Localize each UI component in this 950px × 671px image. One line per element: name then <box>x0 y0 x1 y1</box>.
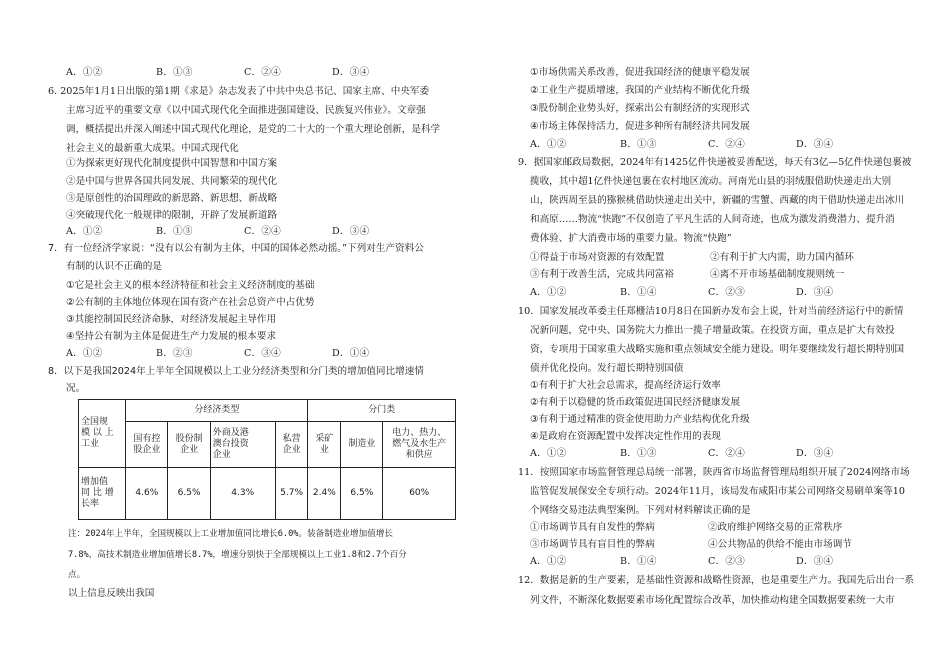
table-cell: 4.6% <box>126 468 168 520</box>
q6-option-c: C．②④ <box>244 226 281 237</box>
q6-stem-line: 6. 2025年1月1日出版的第1期《求是》杂志发表了中共中央总书记、国家主席、中央军委 <box>48 86 430 97</box>
q9-stem-line: 山，陕西周至县的猕猴桃借助快递走出关中，新疆的雪蟹、西藏的肉干借助快递走出冰川 <box>530 195 905 206</box>
q11-option-d: D．③④ <box>796 556 834 567</box>
q9-option-d: D．③④ <box>796 287 834 298</box>
q11-stem-line: 个网络交易违法典型案例。下列对材料解读正确的是 <box>530 505 751 516</box>
q6-item: ②是中国与世界各国共同发展、共同繁荣的现代化 <box>66 176 278 187</box>
table-note-line: 7.8%，高技术制造业增加值增长8.7%，增速分别快于全部规模以上工业1.8和2.7个百分 <box>68 550 407 560</box>
table-cell: 6.5% <box>341 468 383 520</box>
q11-stem-line: 监管促发展保安全专项行动。2024年11月，该局发布咸阳市某公司网络交易刷单案等10 <box>530 486 906 497</box>
q6-stem-line: 调，概括提出并深入阐述中国式现代化理论，是党的二十大的一个重大理论创新，是科学 <box>66 124 441 135</box>
table-cell: 60% <box>383 468 456 520</box>
q8-option-d: D．③④ <box>796 139 834 150</box>
table-cell: 6.5% <box>168 468 210 520</box>
q7-option-c: C．③④ <box>244 348 281 359</box>
table-column-header: 采矿 业 <box>308 422 341 468</box>
q11-option-c: C．②③ <box>708 556 745 567</box>
table-column-header: 电力、热力、 燃气及水生产 和供应 <box>383 422 456 468</box>
q5-option-c: C．②④ <box>244 67 281 78</box>
q10-stem-line: 债并优化投向。发行超长期特别国债 <box>530 363 684 374</box>
table-column-header: 外商及港 澳台投资 企业 <box>210 422 275 468</box>
q10-option-a: A．①② <box>530 448 567 459</box>
q10-item: ②有利于以稳健的货币政策促进国民经济健康发展 <box>530 397 741 408</box>
q10-option-b: B．①③ <box>620 448 657 459</box>
q11-option-b: B．①④ <box>620 556 657 567</box>
table-cell: 2.4% <box>308 468 341 520</box>
q7-item: ④坚持公有制为主体是促进生产力发展的根本要求 <box>66 331 277 342</box>
table-group-header: 分门类 <box>308 400 456 422</box>
table-column-header: 制造业 <box>341 422 383 468</box>
q11-option-a: A．①② <box>530 556 567 567</box>
q7-stem-line: 有制的认识不正确的是 <box>66 261 162 272</box>
q5-option-a: A．①② <box>66 67 103 78</box>
q11-item: ①市场调节具有自发性的弊病 <box>530 522 655 533</box>
q8-option-c: C．②④ <box>708 139 745 150</box>
q11-item: ②政府维护网络交易的正常秩序 <box>708 522 843 533</box>
q9-item: ②有利于扩大内需，助力国内循环 <box>710 252 854 263</box>
table-row-label: 增加值 同 比 增 长率 <box>79 468 126 520</box>
q8-stem-line: 8．以下是我国2024年上半年全国规模以上工业分经济类型和分门类的增加值同比增速情 <box>48 366 424 377</box>
table-cell: 5.7% <box>275 468 308 520</box>
q5-option-b: B．①③ <box>156 67 193 78</box>
q10-stem-line: 资，专项用于国家重大战略实施和重点领域安全能力建设。明年要继续发行超长期特别国 <box>530 344 905 355</box>
table-note-line: 注：2024年上半年，全国规模以上工业增加值同比增长6.0%。装备制造业增加值增长 <box>68 529 393 539</box>
table-cell: 4.3% <box>210 468 275 520</box>
q6-option-b: B．①③ <box>156 226 193 237</box>
q8-option-b: B．①③ <box>620 139 657 150</box>
q8-option-a: A．①② <box>530 139 567 150</box>
q11-item: ③市场调节具有盲目性的弊病 <box>530 539 655 550</box>
q9-option-a: A．①② <box>530 287 567 298</box>
q6-stem-line: 社会主义的最新重大成果。中国式现代化 <box>66 143 239 154</box>
q9-item: ④离不开市场基础制度规则统一 <box>710 269 845 280</box>
q9-item: ③有利于改善生活，完成共同富裕 <box>530 269 674 280</box>
q6-item: ④突破现代化一般规律的限制，开辟了发展新道路 <box>66 210 278 221</box>
q7-item: ②公有制的主体地位体现在国有资产在社会总资产中占优势 <box>66 297 315 308</box>
q9-option-b: B．①④ <box>620 287 657 298</box>
q10-option-c: C．②④ <box>708 448 745 459</box>
q11-stem-line: 11．按照国家市场监督管理总局统一部署，陕西省市场监督管理局组织开展了2024网络市场 <box>518 467 910 478</box>
q6-option-a: A．①② <box>66 226 103 237</box>
q8-stem-line: 况。 <box>66 383 86 394</box>
table-column-header: 私营 企业 <box>275 422 308 468</box>
q5-option-d: D．③④ <box>332 67 370 78</box>
q6-stem-line: 主席习近平的重要文章《以中国式现代化全面推进强国建设、民族复兴伟业》。文章强 <box>66 105 426 116</box>
q8-item: ①市场供需关系改善，促进我国经济的健康平稳发展 <box>530 67 750 78</box>
q7-option-a: A．①② <box>66 348 103 359</box>
table-note-line: 点。 <box>68 570 86 580</box>
q10-item: ③有利于通过精准的资金使用助力产业结构优化升级 <box>530 414 750 425</box>
q9-stem-line: 费体验、扩大消费市场的重要力量。物流“快跑” <box>530 233 732 244</box>
table-column-header: 股份制 企业 <box>168 422 210 468</box>
q12-stem-line: 12．数据是新的生产要素，是基础性资源和战略性资源，也是重要生产力。我国先后出台一系 <box>518 575 914 586</box>
q8-data-table <box>78 399 456 520</box>
q9-stem-line: 和高原……物流“快跑”不仅创造了平凡生活的人间奇迹，也成为激发消费潜力、提升消 <box>530 214 895 225</box>
table-column-header: 国有控 股企业 <box>126 422 168 468</box>
q10-stem-line: 况新问题，党中央、国务院大力推出一揽子增量政策。在投资方面，重点是扩大有效投 <box>530 325 895 336</box>
q7-item: ③其能控制国民经济命脉，对经济发展起主导作用 <box>66 314 277 325</box>
q7-stem-line: 7．有一位经济学家说：“没有以公有制为主体，中国的国体必然动摇。”下列对生产资料公 <box>48 243 424 254</box>
q7-item: ①它是社会主义的根本经济特征和社会主义经济制度的基础 <box>66 280 315 291</box>
table-group-header: 分经济类型 <box>126 400 308 422</box>
q11-item: ④公共物品的供给不能由市场调节 <box>708 539 852 550</box>
q10-stem-line: 10．国家发展改革委主任郑栅洁10月8日在国新办发布会上说，针对当前经济运行中的新情 <box>518 306 904 317</box>
q8-item: ②工业生产提质增速，我国的产业结构不断优化升级 <box>530 85 750 96</box>
q9-option-c: C．②③ <box>708 287 745 298</box>
table-corner-cell: 全国规 模 以 上 工业 <box>79 400 126 468</box>
q8-item: ③股份制企业势头好，探索出公有制经济的实现形式 <box>530 103 750 114</box>
q10-option-d: D．③④ <box>796 448 834 459</box>
q6-item: ①为探索更好现代化制度提供中国智慧和中国方案 <box>66 158 278 169</box>
q10-item: ④是政府在资源配置中发挥决定性作用的表现 <box>530 431 721 442</box>
q8-item: ④市场主体保持活力，促进多种所有制经济共同发展 <box>530 121 750 132</box>
q8-tail: 以上信息反映出我国 <box>68 588 155 599</box>
q6-item: ③是原创性的治国理政的新思路、新思想、新战略 <box>66 193 278 204</box>
q9-item: ①得益于市场对资源的有效配置 <box>530 252 665 263</box>
q9-stem-line: 9．据国家邮政局数据，2024年有1425亿件快递被妥善配送，每天有3亿—5亿件快递包裹被 <box>518 157 912 168</box>
q12-stem-line: 列文件，不断深化数据要素市场化配置综合改革，加快推动构建全国数据要素统一大市 <box>530 595 895 606</box>
q6-option-d: D．③④ <box>332 226 370 237</box>
q7-option-d: D．①④ <box>332 348 370 359</box>
q10-item: ①有利于扩大社会总需求，提高经济运行效率 <box>530 380 721 391</box>
q7-option-b: B．②③ <box>156 348 193 359</box>
q9-stem-line: 揽收，其中超1亿件快递包裹在农村地区流动。河南光山县的羽绒服借助快递走出大别 <box>530 176 892 187</box>
